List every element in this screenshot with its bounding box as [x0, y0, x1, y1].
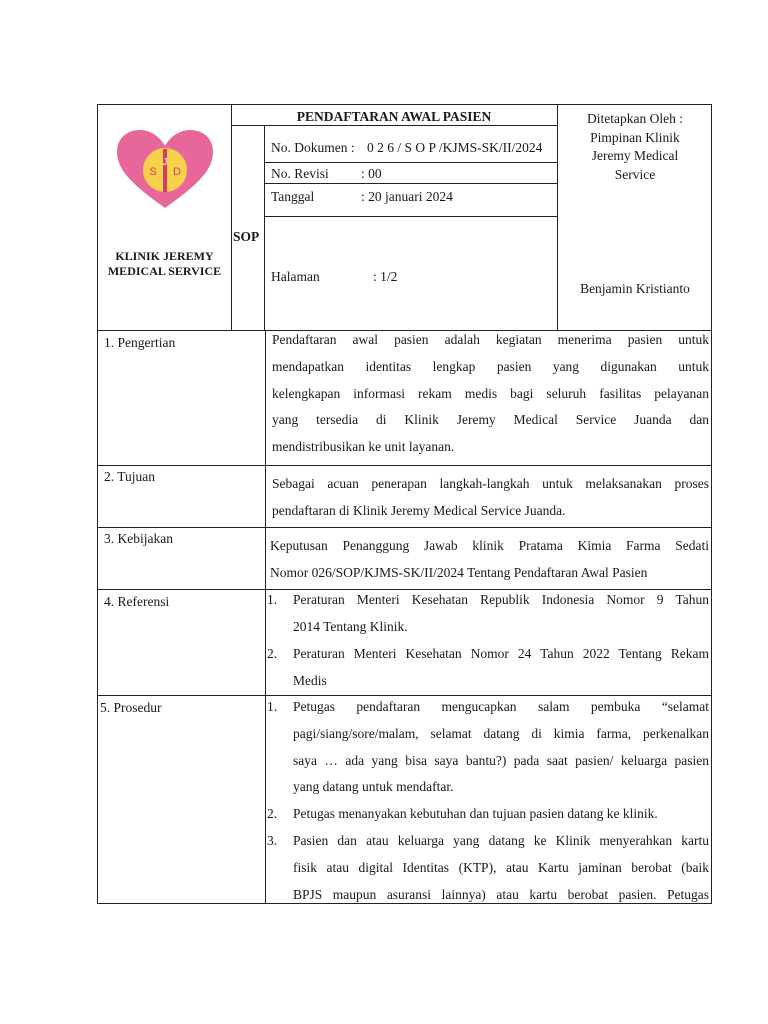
- section-label-pengertian: 1. Pengertian: [104, 335, 176, 350]
- clinic-logo: [115, 128, 215, 212]
- section-label-tujuan: 2. Tujuan: [104, 469, 156, 484]
- text-line: Peraturan Menteri Kesehatan Nomor 24 Tahun 2022 Tentang Rekam: [293, 646, 709, 661]
- text-line: Pasien dan atau keluarga yang datang ke Klinik menyerahkan kartu: [293, 833, 709, 848]
- revision-row-border: [264, 183, 557, 184]
- prosedur-item-2: [267, 801, 709, 828]
- text-line: kelengkapan informasi rekam medis bagi seluruh fasilitas pelayanan: [272, 385, 709, 401]
- text-line: 2014 Tentang Klinik.: [293, 618, 408, 634]
- section-text-pengertian: [272, 327, 709, 461]
- referensi-item-2: [267, 641, 709, 695]
- clinic-name-line2: MEDICAL SERVICE: [107, 264, 222, 278]
- page-label: Halaman: [271, 269, 320, 284]
- sop-label: SOP: [233, 229, 260, 244]
- prosedur-item-3: [267, 828, 709, 903]
- row-border-2: [97, 527, 712, 528]
- text-line: Sebagai acuan penerapan langkah-langkah untuk melaksanakan proses: [272, 476, 709, 491]
- item-number: 1.: [267, 592, 278, 607]
- text-line: yang tersedia di Klinik Jeremy Medical Service Juanda dan: [272, 412, 709, 428]
- approval-line3: Jeremy Medical: [591, 148, 679, 163]
- header-top-border: [97, 104, 712, 105]
- referensi-item-1: [267, 587, 709, 641]
- text-line: Petugas pendaftaran mengucapkan salam pembuka “selamat: [293, 699, 709, 714]
- item-number: 3.: [267, 833, 278, 848]
- body-column-divider: [265, 330, 266, 903]
- text-line: Medis: [293, 672, 327, 688]
- doc-row-border: [264, 162, 557, 163]
- text-line: Peraturan Menteri Kesehatan Republik Indonesia Nomor 9 Tahun: [293, 592, 709, 607]
- approval-line1: Ditetapkan Oleh :: [587, 111, 683, 126]
- approval-block: [560, 110, 710, 184]
- date-label: Tanggal: [271, 189, 315, 204]
- logo-letter-j: J: [162, 157, 168, 168]
- item-number: 2.: [267, 646, 278, 661]
- row-border-1: [97, 465, 712, 466]
- header-divider-logo: [231, 104, 232, 330]
- page-value: : 1/2: [373, 269, 398, 284]
- section-text-tujuan: [272, 471, 709, 525]
- date-value: : 20 januari 2024: [361, 189, 453, 204]
- text-line: pagi/siang/sore/malam, selamat datang di kimia farma, perkenalkan: [293, 725, 709, 741]
- section-label-referensi: 4. Referensi: [104, 594, 170, 609]
- text-line: Nomor 026/SOP/KJMS-SK/II/2024 Tentang Pendaftaran Awal Pasien: [270, 564, 648, 580]
- item-number: 2.: [267, 806, 278, 821]
- text-line: BPJS maupun asuransi lainnya) atau kartu berobat pasien. Petugas: [293, 886, 709, 902]
- section-label-prosedur: 5. Prosedur: [100, 700, 162, 715]
- revision-value: : 00: [361, 166, 382, 181]
- clinic-name: [98, 249, 231, 279]
- text-line: fisik atau digital Identitas (KTP), atau Kartu jaminan berobat (baik: [293, 859, 709, 875]
- text-line: mendapatkan identitas lengkap pasien yang digunakan untuk: [272, 358, 709, 374]
- section-text-kebijakan: [270, 533, 709, 587]
- logo-letter-d: D: [173, 166, 181, 178]
- approval-line4: Service: [614, 166, 656, 182]
- text-line: pendaftaran di Klinik Jeremy Medical Service Juanda.: [272, 502, 566, 518]
- table-bottom-border: [97, 903, 712, 904]
- approval-line2: Pimpinan Klinik: [590, 129, 680, 145]
- text-line: mendistribusikan ke unit layanan.: [272, 439, 455, 455]
- doc-number-label: No. Dokumen :: [271, 140, 355, 155]
- logo-cross-icon: [163, 149, 167, 192]
- date-row-border: [264, 216, 557, 217]
- revision-label: No. Revisi: [271, 166, 329, 181]
- logo-letter-s: S: [149, 166, 157, 178]
- text-line: saya … ada yang bisa saya bantu?) pada saat pasien/ keluarga pasien: [293, 752, 709, 768]
- text-line: Pendaftaran awal pasien adalah kegiatan menerima pasien untuk: [272, 332, 709, 347]
- header-divider-approval: [557, 104, 558, 330]
- doc-number-value: 0 2 6 / S O P /KJMS-SK/II/2024: [367, 140, 543, 155]
- section-label-kebijakan: 3. Kebijakan: [104, 531, 173, 546]
- text-line: Petugas menanyakan kebutuhan dan tujuan pasien datang ke klinik.: [293, 806, 658, 821]
- title-underline: [231, 125, 557, 126]
- signatory-name: Benjamin Kristianto: [580, 281, 690, 296]
- table-right-border: [711, 104, 712, 903]
- text-line: Keputusan Penanggung Jawab klinik Pratama Kimia Farma Sedati: [270, 538, 709, 553]
- table-left-border: [97, 104, 98, 903]
- prosedur-item-1: [267, 694, 709, 802]
- document-title: PENDAFTARAN AWAL PASIEN: [296, 109, 492, 124]
- header-divider-sop: [264, 125, 265, 330]
- clinic-name-line1: KLINIK JEREMY: [115, 249, 214, 263]
- item-number: 1.: [267, 699, 278, 714]
- text-line: yang datang untuk mendaftar.: [293, 779, 454, 795]
